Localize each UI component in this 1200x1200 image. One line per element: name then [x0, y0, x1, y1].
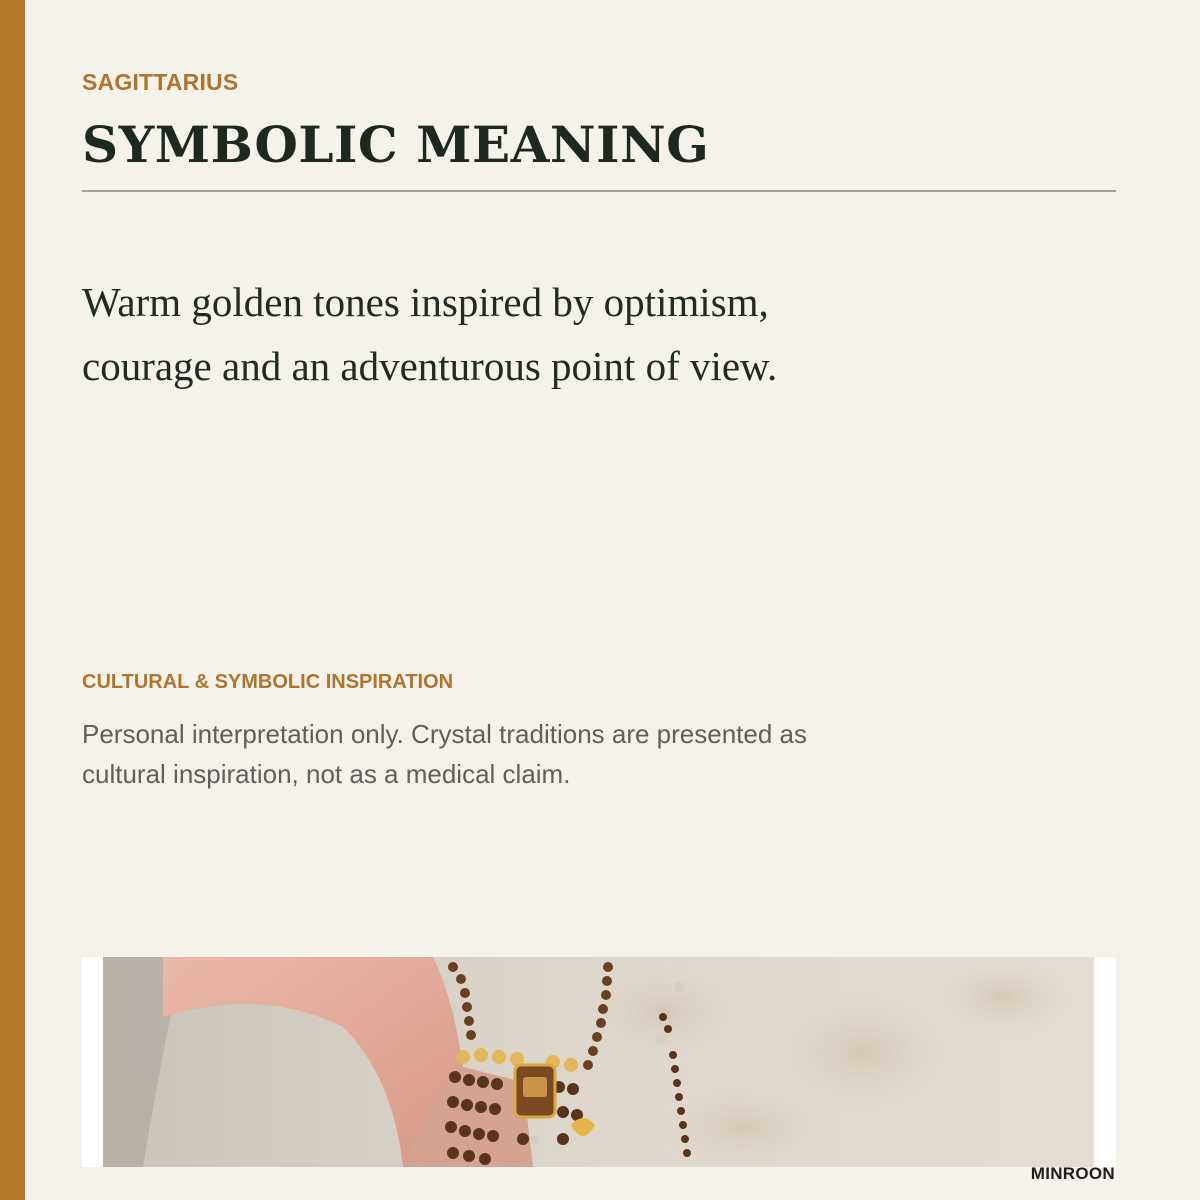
page-title: SYMBOLIC MEANING: [82, 115, 710, 174]
bracelet-photo-illustration: [103, 957, 1094, 1167]
symbolic-description: Warm golden tones inspired by optimism, courage and an adventurous point of view.: [82, 279, 778, 389]
accent-sidebar-bar: [0, 0, 25, 1200]
brand-name: MINROON: [1030, 1164, 1115, 1183]
section-label: CULTURAL & SYMBOLIC INSPIRATION: [82, 671, 454, 693]
bracelet-photo: [82, 957, 1116, 1167]
title-divider: [82, 190, 1116, 192]
zodiac-sign-label: SAGITTARIUS: [82, 69, 239, 95]
disclaimer-text: Personal interpretation only. Crystal traditions are presented as cultural inspiration, not as a medical claim.: [82, 719, 808, 789]
